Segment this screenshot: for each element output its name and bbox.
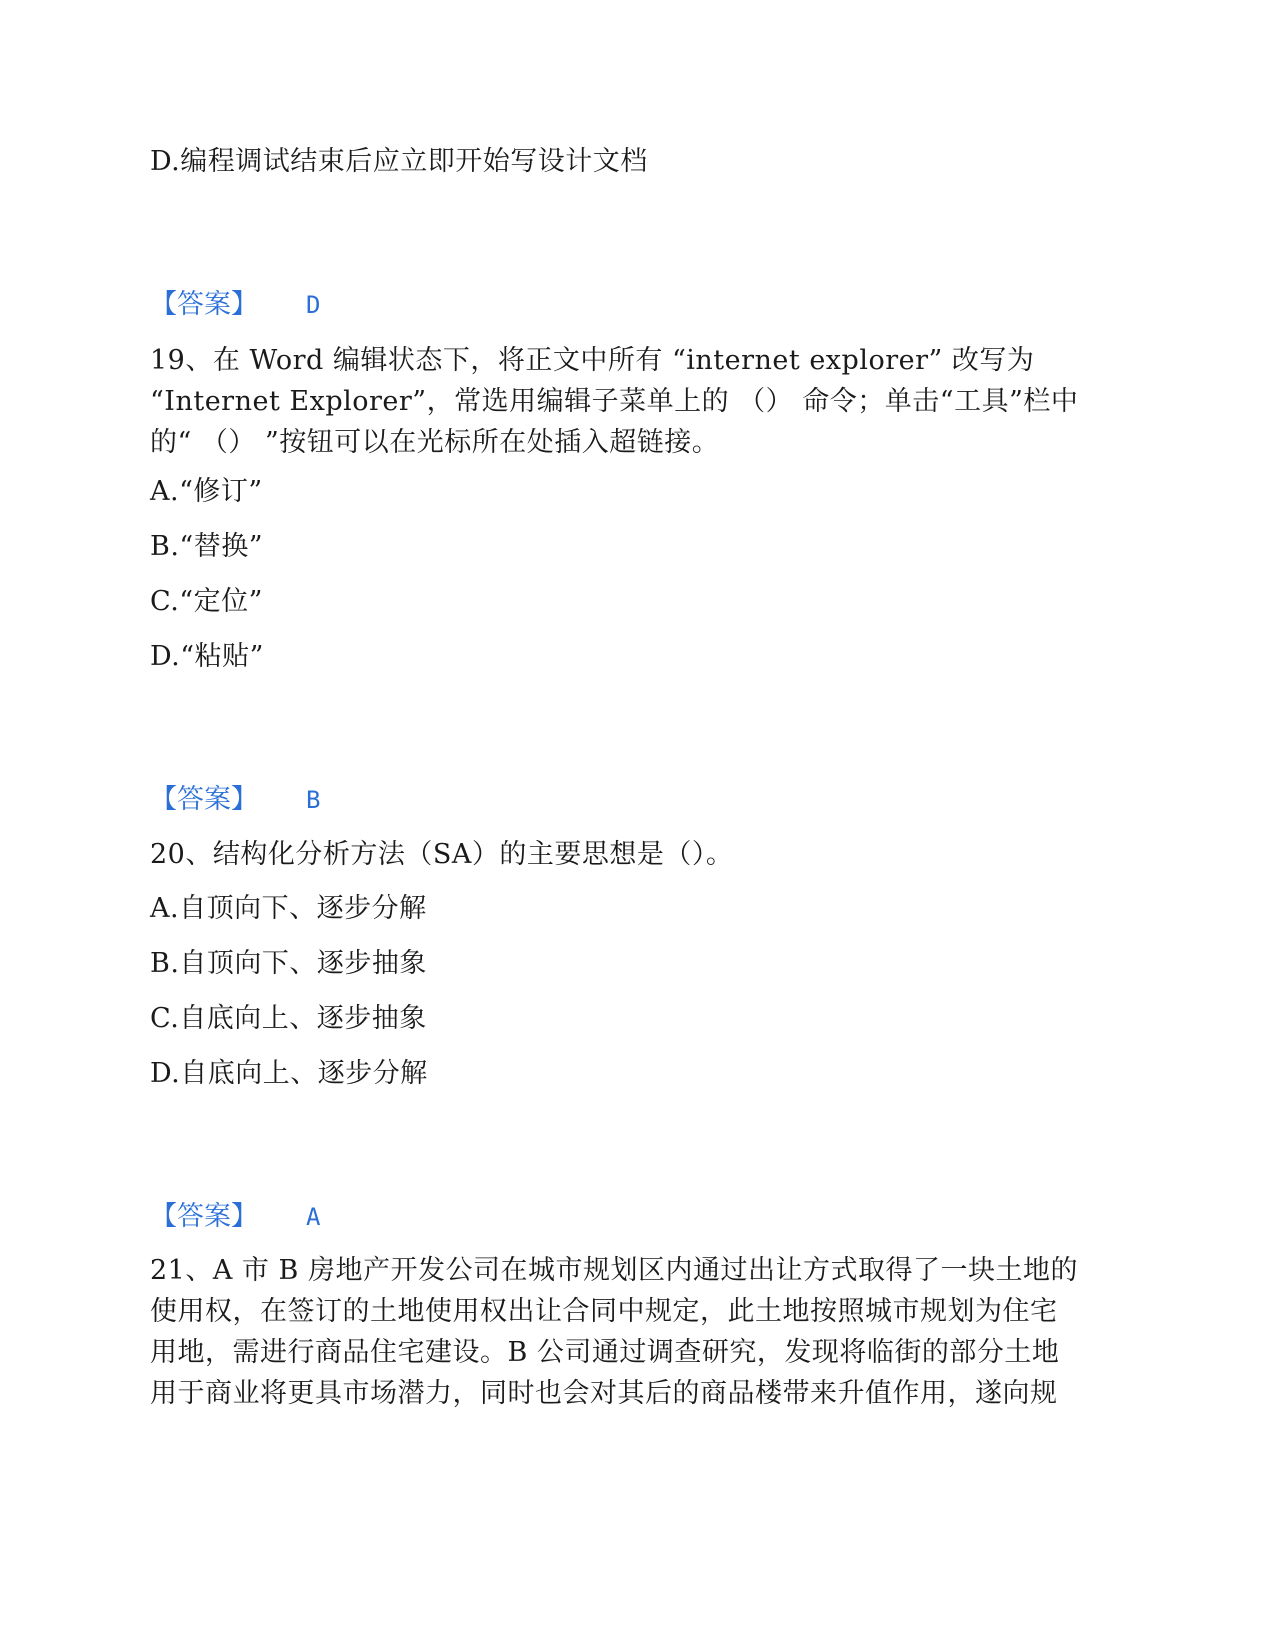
- q19-option-b: B.“替换”: [150, 531, 264, 562]
- q20-answer: [150, 1197, 320, 1237]
- q19-stem-line: 的“ （） ”按钮可以在光标所在处插入超链接。: [150, 427, 720, 458]
- q20-option-a: A.自顶向下、逐步分解: [150, 893, 427, 924]
- q21-stem-line: 21、A 市 B 房地产开发公司在城市规划区内通过出让方式取得了一块土地的: [150, 1255, 1078, 1286]
- q19-stem: [150, 340, 1118, 463]
- q19-option-a: A.“修订”: [150, 476, 263, 507]
- answer-label: 【答案】: [150, 1201, 258, 1232]
- q19-option-c: C.“定位”: [150, 586, 263, 617]
- answer-label: 【答案】: [150, 289, 258, 320]
- q19-answer: [150, 780, 320, 820]
- q21-stem-line: 使用权，在签订的土地使用权出让合同中规定，此土地按照城市规划为住宅: [150, 1296, 1058, 1327]
- q20-option-c: C.自底向上、逐步抽象: [150, 1003, 427, 1034]
- q18-option-d: D.编程调试结束后应立即开始写设计文档: [150, 146, 648, 177]
- document-page: [150, 0, 1125, 1650]
- q21-stem-line: 用地，需进行商品住宅建设。B 公司通过调查研究，发现将临街的部分土地: [150, 1337, 1060, 1368]
- answer-value: A: [306, 1203, 321, 1231]
- q20-option-d: D.自底向上、逐步分解: [150, 1058, 428, 1089]
- q19-stem-line: 19、在 Word 编辑状态下，将正文中所有 “internet explorer” 改写为: [150, 345, 1035, 376]
- q21-stem-line: 用于商业将更具市场潜力，同时也会对其后的商品楼带来升值作用，遂向规: [150, 1378, 1058, 1409]
- answer-label: 【答案】: [150, 784, 258, 815]
- q20-stem: 20、结构化分析方法（SA）的主要思想是（）。: [150, 839, 734, 870]
- q21-stem: [150, 1250, 1118, 1414]
- answer-value: B: [306, 786, 321, 814]
- answer-value: D: [306, 291, 321, 319]
- q19-stem-line: “Internet Explorer”，常选用编辑子菜单上的 （） 命令；单击“工具”栏中: [150, 386, 1079, 417]
- q19-option-d: D.“粘贴”: [150, 641, 264, 672]
- q18-answer: [150, 285, 320, 325]
- q20-option-b: B.自顶向下、逐步抽象: [150, 948, 427, 979]
